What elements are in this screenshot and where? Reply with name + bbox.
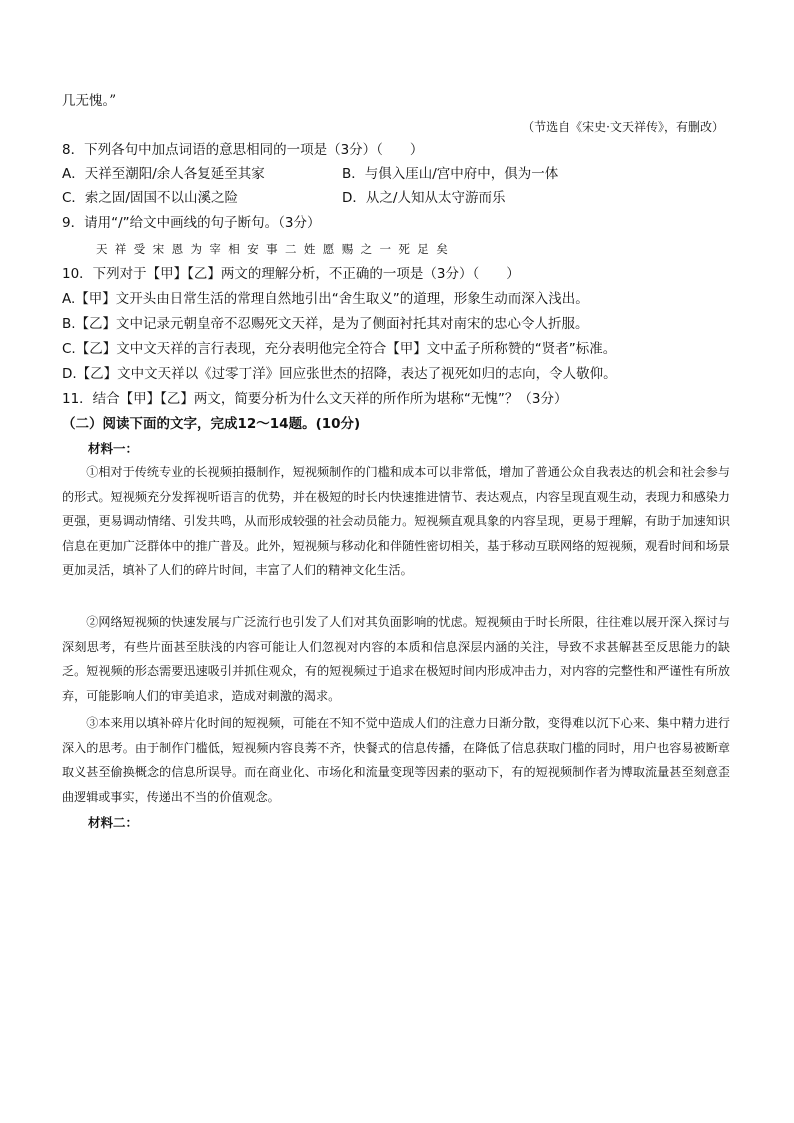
question-10-option-b: B.【乙】文中记录元朝皇帝不忍赐死文天祥，是为了侧面衬托其对南宋的忠心令人折服。 [62, 316, 589, 332]
question-10-option-d: D.【乙】文中文天祥以《过零丁洋》回应张世杰的招降，表达了视死如归的志向，令人敬仰。 [62, 366, 617, 382]
source-note: （节选自《宋史·文天祥传》，有删改） [522, 120, 724, 134]
section-2-heading: （二）阅读下面的文字，完成12～14题。(10分) [62, 416, 361, 432]
question-10-option-c: C.【乙】文中文天祥的言行表现，充分表明他完全符合【甲】文中孟子所称赞的“贤者”标准。 [62, 341, 617, 357]
question-11-stem: 11．结合【甲】【乙】两文，简要分析为什么文天祥的所作所为堪称“无愧”？（3分） [62, 391, 568, 407]
question-10-option-a: A.【甲】文开头由日常生活的常理自然地引出“舍生取义”的道理，形象生动而深入浅出。 [62, 291, 589, 307]
material-2-label: 材料二： [88, 815, 139, 830]
material-1-paragraph-3: ③本来用以填补碎片化时间的短视频，可能在不知不觉中造成人们的注意力日渐分散，变得难以沉下心来、集中精力进行深入的思考。由于制作门槛低，短视频内容良莠不齐，快餐式的信息传播，在降低了信息获取门槛的同时，用户也容易被断章取义甚至偷换概念的信息所误导。而在商业化、市场化和流量变现等因素的驱动下，有的短视频制作者为博取流量甚至刻意歪曲逻辑或事实，传递出不当的价值观念。 [62, 716, 730, 804]
question-9-sentence: 天祥受宋恩为宰相安事二姓愿赐之一死足矣 [96, 242, 456, 256]
material-1-label: 材料一： [88, 441, 139, 456]
question-8-option-a: A．天祥至潮阳/余人各复延至其家 [62, 166, 265, 182]
material-1-paragraph-2: ②网络短视频的快速发展与广泛流行也引发了人们对其负面影响的忧虑。短视频由于时长所限，往往难以展开深入探讨与深刻思考，有些片面甚至肤浅的内容可能让人们忽视对内容的本质和信息深层内涵的关注，导致不求甚解甚至反思能力的缺乏。短视频的形态需要迅速吸引并抓住观众，有的短视频过于追求在极短时间内形成冲击力，对内容的完整性和严谨性有所放弃，可能影响人们的审美追求，造成对刺激的渴求。 [62, 615, 730, 703]
question-8-option-d: D．从之/人知从太守游而乐 [342, 190, 506, 206]
question-10-stem: 10．下列对于【甲】【乙】两文的理解分析，不正确的一项是（3分）（ ） [62, 266, 520, 282]
passage-ending-line: 几无愧。” [62, 93, 117, 109]
question-8-stem: 8．下列各句中加点词语的意思相同的一项是（3分）（ ） [62, 142, 424, 158]
material-1-paragraph-1: ①相对于传统专业的长视频拍摄制作，短视频制作的门槛和成本可以非常低，增加了普通公众自我表达的机会和社会参与的形式。短视频充分发挥视听语言的优势，并在极短的时长内快速推进情节、表达观点，内容呈现直观生动，表现力和感染力更强，更易调动情绪、引发共鸣，从而形成较强的社会动员能力。短视频直观具象的内容呈现，更易于理解，有助于加速知识信息在更加广泛群体中的推广普及。此外，短视频与移动化和伴随性密切相关，基于移动互联网络的短视频，观看时间和场景更加灵活，填补了人们的碎片时间，丰富了人们的精神文化生活。 [62, 465, 730, 577]
question-8-option-b: B．与俱入厓山/宫中府中，俱为一体 [342, 166, 559, 182]
question-9-stem: 9．请用“/”给文中画线的句子断句。（3分） [62, 215, 321, 231]
question-8-option-c: C．索之固/固国不以山溪之险 [62, 190, 238, 206]
